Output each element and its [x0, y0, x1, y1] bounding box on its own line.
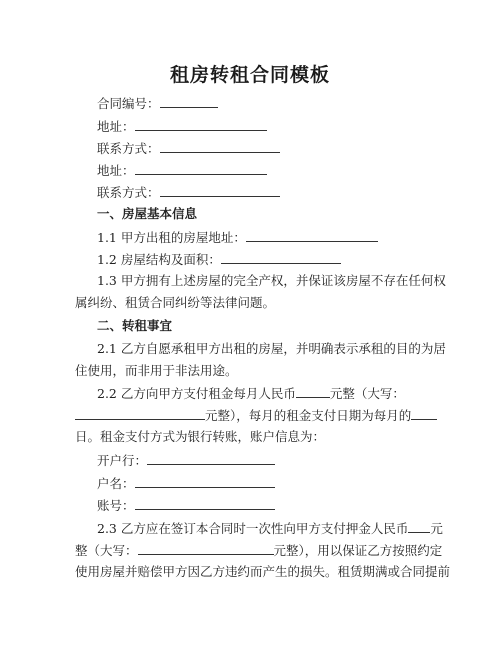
account-number-field	[97, 497, 275, 514]
contact-blank-2[interactable]	[160, 184, 280, 197]
contract-number-field	[97, 95, 218, 112]
clause-2-2-line-2	[75, 407, 437, 424]
bank-label: 开户行：	[97, 453, 148, 468]
clause-2-3-line-3: 使用房屋并赔偿甲方因乙方违约而产生的损失。租赁期满或合同提前	[75, 564, 451, 579]
section-1-heading: 一、房屋基本信息	[97, 206, 198, 221]
contact-field-1	[97, 140, 280, 157]
clause-2-3-line-1	[97, 520, 443, 537]
clause-2-2-line-1	[97, 385, 405, 402]
account-name-blank[interactable]	[135, 475, 275, 488]
clause-2-2-text-c: 元整），每月的租金支付日期为每月的	[205, 408, 412, 423]
address-label-1: 地址：	[97, 119, 135, 134]
deposit-amount-words-blank[interactable]	[138, 542, 274, 555]
address-field-1	[97, 118, 267, 135]
house-address-blank[interactable]	[246, 229, 378, 242]
address-label-2: 地址：	[97, 163, 135, 178]
rent-amount-blank[interactable]	[296, 385, 330, 398]
clause-2-2-line-3: 日。租金支付方式为银行转账，账户信息为：	[75, 429, 326, 444]
contact-blank-1[interactable]	[160, 140, 280, 153]
contact-label-1: 联系方式：	[97, 141, 160, 156]
clause-2-3-text-a: 2.3 乙方应在签订本合同时一次性向甲方支付押金人民币	[97, 521, 409, 536]
deposit-amount-blank[interactable]	[408, 520, 430, 533]
bank-blank[interactable]	[147, 452, 275, 465]
bank-field	[97, 452, 275, 469]
document-title: 租房转租合同模板	[169, 64, 330, 86]
contact-field-2	[97, 184, 280, 201]
clause-1-3-line-1: 1.3 甲方拥有上述房屋的完全产权，并保证该房屋不存在任何权	[97, 273, 446, 288]
clause-1-2	[97, 251, 341, 268]
contract-number-label: 合同编号：	[97, 96, 160, 111]
address-blank-1[interactable]	[135, 118, 267, 131]
account-number-label: 账号：	[97, 498, 135, 513]
clause-2-3-text-b: 元	[430, 521, 443, 536]
payment-day-blank[interactable]	[411, 407, 437, 420]
clause-2-3-text-c: 整（大写：	[75, 543, 138, 558]
address-blank-2[interactable]	[135, 162, 267, 175]
clause-2-3-text-d: 元整），用以保证乙方按照约定	[273, 543, 443, 558]
clause-2-2-text-a: 2.2 乙方向甲方支付租金每月人民币	[97, 386, 296, 401]
contact-label-2: 联系方式：	[97, 185, 160, 200]
rent-amount-words-blank[interactable]	[75, 407, 205, 420]
address-field-2	[97, 162, 267, 179]
contract-number-blank[interactable]	[160, 95, 218, 108]
house-area-blank[interactable]	[221, 251, 341, 264]
clause-1-2-text: 1.2 房屋结构及面积：	[97, 252, 221, 267]
clause-1-1-text: 1.1 甲方出租的房屋地址：	[97, 230, 246, 245]
account-name-label: 户名：	[97, 476, 135, 491]
clause-1-3-line-2: 属纠纷、租赁合同纠纷等法律问题。	[75, 295, 276, 310]
section-2-heading: 二、转租事宜	[97, 318, 173, 333]
clause-1-1	[97, 229, 378, 246]
account-name-field	[97, 475, 275, 492]
clause-2-2-text-b: 元整（大写：	[329, 386, 405, 401]
clause-2-3-line-2	[75, 542, 442, 559]
clause-2-1-line-1: 2.1 乙方自愿承租甲方出租的房屋，并明确表示承租的目的为居	[97, 341, 446, 356]
clause-2-1-line-2: 住使用，而非用于非法用途。	[75, 363, 238, 378]
account-number-blank[interactable]	[135, 497, 275, 510]
